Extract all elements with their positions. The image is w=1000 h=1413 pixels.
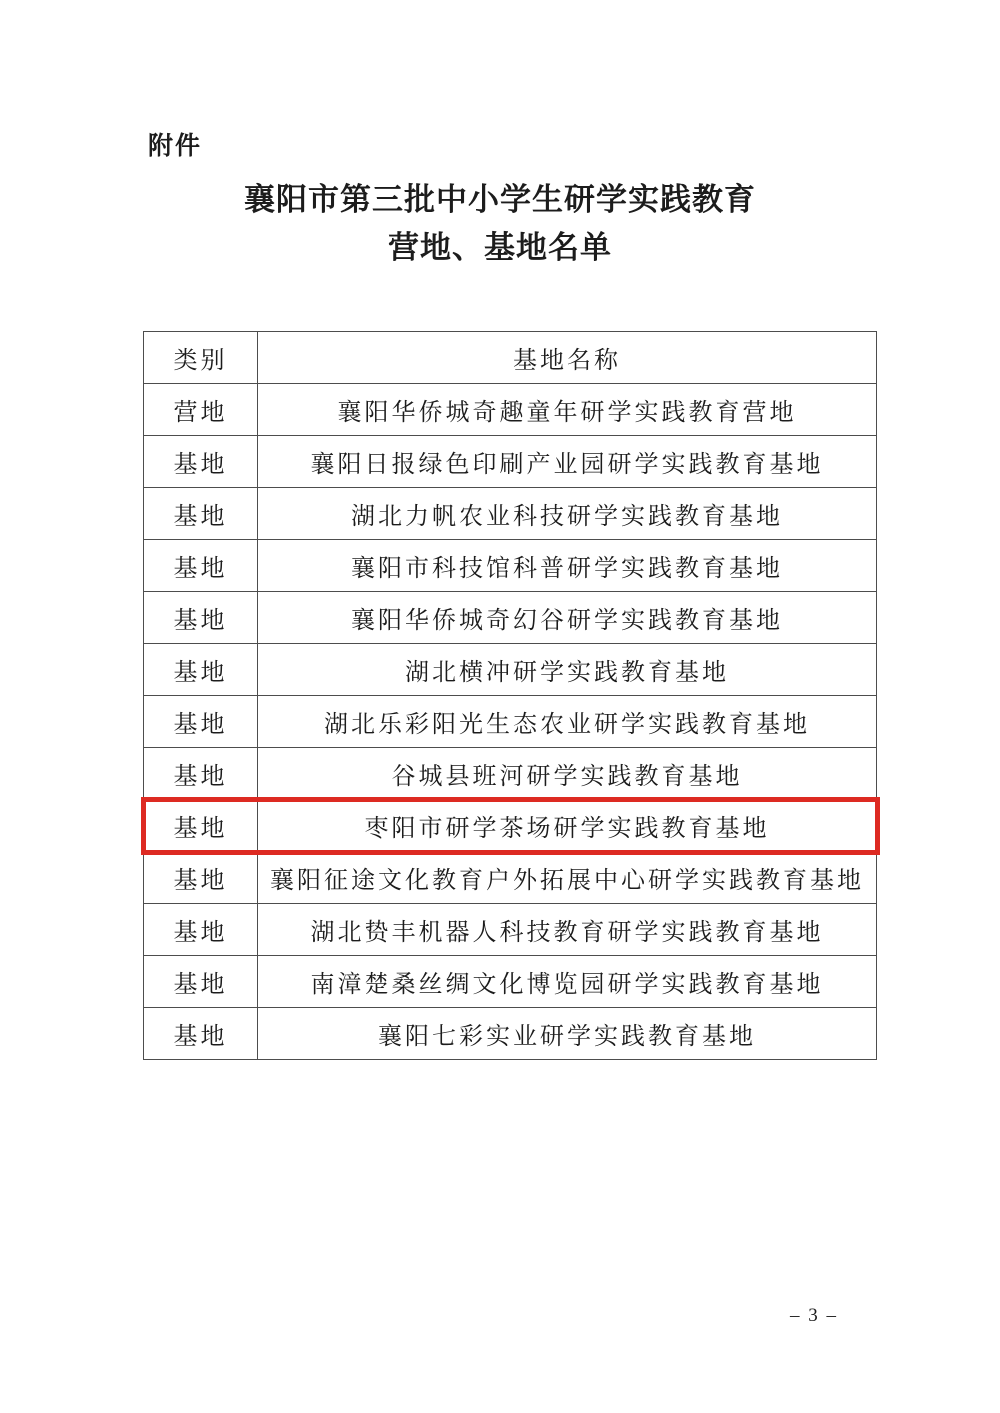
document-title-line1: 襄阳市第三批中小学生研学实践教育 <box>244 182 756 217</box>
table-row <box>144 436 877 488</box>
table-row <box>144 748 877 800</box>
table-row <box>144 384 877 436</box>
row-category: 基地 <box>144 540 258 592</box>
row-name: 湖北贽丰机器人科技教育研学实践教育基地 <box>258 904 877 956</box>
row-name: 襄阳七彩实业研学实践教育基地 <box>258 1008 877 1060</box>
row-name: 湖北力帆农业科技研学实践教育基地 <box>258 488 877 540</box>
row-name: 襄阳华侨城奇幻谷研学实践教育基地 <box>258 592 877 644</box>
row-name: 谷城县班河研学实践教育基地 <box>258 748 877 800</box>
row-name: 襄阳征途文化教育户外拓展中心研学实践教育基地 <box>258 852 877 904</box>
row-category: 基地 <box>144 488 258 540</box>
row-name: 襄阳日报绿色印刷产业园研学实践教育基地 <box>258 436 877 488</box>
attachment-label: 附件 <box>148 133 203 160</box>
row-category: 基地 <box>144 748 258 800</box>
row-category: 基地 <box>144 436 258 488</box>
row-category: 基地 <box>144 800 258 852</box>
row-name: 湖北乐彩阳光生态农业研学实践教育基地 <box>258 696 877 748</box>
table-row <box>144 852 877 904</box>
table-row <box>144 488 877 540</box>
table-row <box>144 1008 877 1060</box>
table-body <box>144 384 877 1060</box>
row-category: 基地 <box>144 852 258 904</box>
row-category: 基地 <box>144 956 258 1008</box>
row-name: 湖北横冲研学实践教育基地 <box>258 644 877 696</box>
table-row <box>144 644 877 696</box>
base-list-table <box>143 331 877 1060</box>
row-category: 基地 <box>144 696 258 748</box>
page-number: – 3 – <box>790 1305 838 1326</box>
table-row <box>144 696 877 748</box>
row-name: 襄阳华侨城奇趣童年研学实践教育营地 <box>258 384 877 436</box>
table-row <box>144 540 877 592</box>
row-category: 基地 <box>144 592 258 644</box>
column-header-name: 基地名称 <box>258 332 877 384</box>
row-category: 基地 <box>144 644 258 696</box>
row-name: 襄阳市科技馆科普研学实践教育基地 <box>258 540 877 592</box>
row-category: 基地 <box>144 904 258 956</box>
table-row <box>144 904 877 956</box>
row-category: 基地 <box>144 1008 258 1060</box>
column-header-category: 类别 <box>144 332 258 384</box>
table-row <box>144 592 877 644</box>
table-header-row <box>144 332 877 384</box>
table-row <box>144 956 877 1008</box>
table-row <box>144 800 877 852</box>
row-name: 枣阳市研学茶场研学实践教育基地 <box>258 800 877 852</box>
row-category: 营地 <box>144 384 258 436</box>
row-name: 南漳楚桑丝绸文化博览园研学实践教育基地 <box>258 956 877 1008</box>
document-title-line2: 营地、基地名单 <box>388 230 612 265</box>
